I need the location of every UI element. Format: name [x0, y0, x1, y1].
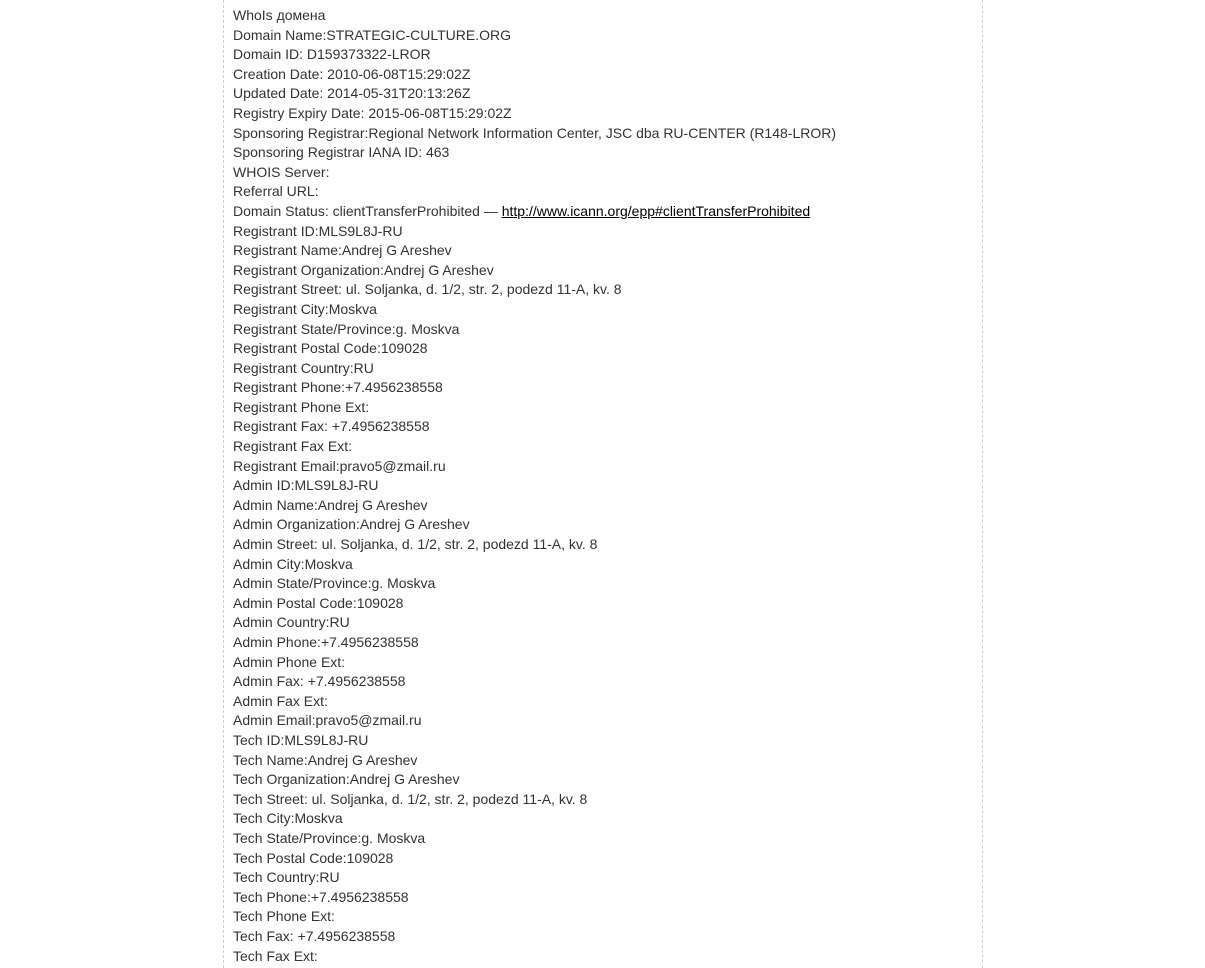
whois-line-referral-url: Referral URL: — [233, 183, 319, 200]
whois-line: Tech ID:MLS9L8J-RU — [233, 731, 369, 748]
whois-line: Admin State/Province:g. Moskva — [233, 575, 436, 592]
whois-line: Admin Country:RU — [233, 614, 350, 631]
whois-line: Admin Organization:Andrej G Areshev — [233, 516, 470, 533]
whois-line: Registrant Phone Ext: — [233, 398, 370, 415]
whois-line: Tech Phone Ext: — [233, 908, 335, 925]
whois-line-domain-name: Domain Name:STRATEGIC-CULTURE.ORG — [233, 26, 511, 43]
whois-line: Registrant Email:pravo5@zmail.ru — [233, 457, 446, 474]
whois-line: Registrant State/Province:g. Moskva — [233, 320, 460, 337]
whois-line: Registrant Fax: +7.4956238558 — [233, 418, 430, 435]
whois-line: Admin ID:MLS9L8J-RU — [233, 477, 379, 494]
whois-title: WhoIs домена — [233, 7, 326, 23]
whois-line-expiry-date: Registry Expiry Date: 2015-06-08T15:29:02Z — [233, 104, 512, 121]
whois-line: Registrant Country:RU — [233, 359, 374, 376]
whois-line: Admin City:Moskva — [233, 555, 353, 572]
whois-line-creation-date: Creation Date: 2010-06-08T15:29:02Z — [233, 65, 471, 82]
whois-line: Tech Organization:Andrej G Areshev — [233, 771, 460, 788]
whois-line-updated-date: Updated Date: 2014-05-31T20:13:26Z — [233, 85, 471, 102]
whois-line: Admin Fax Ext: — [233, 692, 328, 709]
whois-line: Tech Fax: +7.4956238558 — [233, 927, 396, 944]
whois-line-domain-status — [233, 202, 982, 222]
whois-line: Admin Name:Andrej G Areshev — [233, 496, 428, 513]
whois-line: Registrant City:Moskva — [233, 300, 377, 317]
whois-line: Tech Name:Andrej G Areshev — [233, 751, 418, 768]
whois-line: Tech Fax Ext: — [233, 947, 318, 964]
whois-line: Tech Postal Code:109028 — [233, 849, 394, 866]
whois-line-whois-server: WHOIS Server: — [233, 163, 330, 180]
whois-line: Admin Postal Code:109028 — [233, 594, 404, 611]
whois-line: Admin Phone:+7.4956238558 — [233, 634, 419, 650]
whois-line: Admin Fax: +7.4956238558 — [233, 673, 406, 690]
whois-line: Admin Phone Ext: — [233, 653, 346, 670]
whois-line: Registrant Postal Code:109028 — [233, 340, 428, 357]
whois-line: Tech Phone:+7.4956238558 — [233, 888, 409, 905]
whois-line: Registrant Name:Andrej G Areshev — [233, 242, 452, 259]
whois-line-domain-id: Domain ID: D159373322-LROR — [233, 46, 431, 63]
whois-line: Registrant Street: ul. Soljanka, d. 1/2, str. 2, podezd 11-A, kv. 8 — [233, 281, 622, 298]
whois-line: Registrant Fax Ext: — [233, 438, 353, 455]
whois-line: Tech City:Moskva — [233, 810, 343, 827]
whois-line-registrar-iana-id: Sponsoring Registrar IANA ID: 463 — [233, 144, 450, 161]
whois-line: Registrant ID:MLS9L8J-RU — [233, 222, 403, 239]
whois-line: Registrant Phone:+7.4956238558 — [233, 379, 443, 396]
domain-status-link[interactable]: http://www.icann.org/epp#clientTransferProhibited — [501, 202, 811, 219]
whois-line: Tech Street: ul. Soljanka, d. 1/2, str. 2, podezd 11-A, kv. 8 — [233, 790, 588, 807]
whois-header-lines — [233, 26, 982, 202]
domain-status-text: Domain Status: clientTransferProhibited — — [233, 202, 502, 219]
whois-panel — [223, 0, 983, 968]
whois-line: Tech Country:RU — [233, 869, 340, 886]
whois-line-sponsoring-registrar: Sponsoring Registrar:Regional Network Information Center, JSC dba RU-CENTER (R148-LROR) — [233, 124, 837, 141]
whois-line: Admin Email:pravo5@zmail.ru — [233, 712, 422, 729]
whois-line: Admin Street: ul. Soljanka, d. 1/2, str. 2, podezd 11-A, kv. 8 — [233, 536, 598, 553]
whois-line: Registrant Organization:Andrej G Areshev — [233, 261, 494, 278]
whois-contact-lines — [233, 222, 982, 967]
whois-record — [233, 6, 982, 966]
whois-line: Tech State/Province:g. Moskva — [233, 829, 426, 846]
